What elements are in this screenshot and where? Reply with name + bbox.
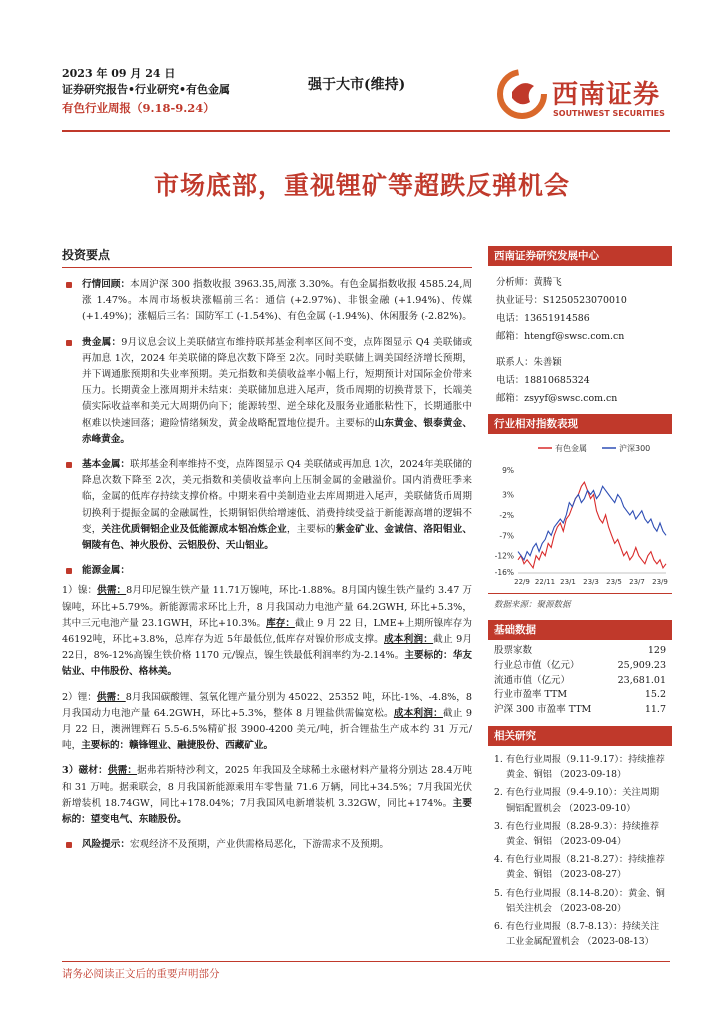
analyst-email[interactable]: 邮箱：htengf@swsc.com.cn <box>496 331 625 342</box>
analyst-cert: 执业证号：S1250523070010 <box>496 295 627 306</box>
list-text: 有色行业周报（8.14-8.20）：黄金、铜铝关注机会 （2023-08-20） <box>506 887 665 914</box>
risk-warning <box>62 837 472 853</box>
precious-stocks: 山东黄金、银泰黄金、赤峰黄金。 <box>82 417 473 445</box>
fund-value: 11.7 <box>644 704 666 716</box>
base-stocks: 紫金矿业、金诚信、洛阳钼业、铜陵有色、神火股份、云铝股份、天山铝业。 <box>82 523 473 552</box>
fund-label: 行业总市值（亿元） <box>494 659 580 671</box>
review-label: 行情回顾： <box>82 279 131 290</box>
table-row <box>488 703 672 718</box>
lithium-cost: 截止 9 月 22 日，澳洲锂辉石 5.5-6.5%精矿报 3900-4200 美元/吨，折合锂盐生产成本约 31 万元/吨， <box>62 707 473 752</box>
nickel-inventory: 截止 9 月 22 日，LME+上期所镍库存为 46192吨，环比+3.8%，总库存为近 5年最低位,低库存对镍价形成支撑。 <box>62 617 473 646</box>
table-row <box>488 688 672 703</box>
base-text2: ，主要标的 <box>286 523 336 535</box>
rating: 强于大市(维持) <box>308 77 406 93</box>
y-tick-label: -16% <box>494 568 514 577</box>
list-text: 有色行业周报（8.21-8.27）：持续推荐黄金、铜铝 （2023-08-27） <box>506 854 665 881</box>
base-text: 联邦基金利率维持不变，点阵图显示 Q4 美联储或再加息 1次，2024年美联储的降息次数下降至 2次，美元指数和美债收益率向上压制金属的金融溢价。国内消费旺季来临，金属的低库存持续支撑价格。中期来看中美制造业去库周期进入尾声，美联储货币周期切换利于提振金属的金融属性，长期铜铝供给增速低、消费持续受益于新能源高增的逻辑不变， <box>82 459 472 535</box>
magnet-label: 3）磁材： <box>62 765 108 777</box>
risk-label: 风险提示： <box>82 839 130 851</box>
magnet-paragraph <box>62 763 472 828</box>
x-tick-label: 23/1 <box>560 578 576 586</box>
nickel-cost: 截止 9月 22日，8%-12%高镍生铁价格 1170 元/镍点，镍生铁最低利润率约为-2.14%。 <box>62 634 472 662</box>
magnet-major-label: 主要标的： <box>62 797 472 826</box>
list-item[interactable] <box>494 752 668 782</box>
lithium-label: 2）锂： <box>62 691 97 703</box>
list-num: 4. <box>494 854 503 866</box>
list-num: 1. <box>494 753 503 765</box>
header-divider <box>62 130 670 132</box>
fund-label: 沪深 300 市盈率 TTM <box>494 704 592 716</box>
fund-value: 15.2 <box>644 689 666 701</box>
energy-label: 能源金属： <box>82 565 130 577</box>
lithium-major-label: 主要标的： <box>81 740 130 752</box>
x-tick-label: 23/5 <box>606 578 622 586</box>
nickel-supply-label: 供需： <box>97 585 127 597</box>
related-research-list <box>488 746 672 949</box>
list-text: 有色行业周报（8.28-9.3）：持续推荐黄金、铜铝 （2023-09-04） <box>506 820 660 847</box>
magnet-stocks: 望变电气、东睦股份。 <box>90 814 187 826</box>
lithium-paragraph <box>62 690 472 755</box>
analyst-phone: 电话：13651914586 <box>496 313 590 324</box>
list-num: 5. <box>494 887 503 899</box>
precious-label: 贵金属： <box>82 336 122 348</box>
fund-value: 25,909.23 <box>617 659 666 671</box>
fund-value: 129 <box>647 645 666 656</box>
related-header: 相关研究 <box>488 726 672 746</box>
market-review <box>62 277 472 326</box>
performance-header: 行业相对指数表现 <box>488 414 672 434</box>
base-focus: 关注优质铜铝企业及低能源成本铝冶炼企业 <box>101 523 287 535</box>
header <box>62 66 230 117</box>
base-metals <box>62 457 472 554</box>
nickel-label: 1）镍： <box>62 585 98 597</box>
report-date: 2023 年 09 月 24 日 <box>62 67 176 80</box>
lithium-supply: 8月我国碳酸锂、氢氧化锂产量分别为 45022、25352 吨，环比-1%、-4.8%，8 月我国动力电池产量 64.2GWH，环比+5.3%，整体 8 月锂盐供需偏宽松。 <box>62 691 473 719</box>
lithium-cost-label: 成本利润： <box>393 707 443 719</box>
contact-phone: 电话：18810685324 <box>496 375 590 386</box>
logo-cn-text: 西南证券 <box>552 80 661 110</box>
footer-disclaimer[interactable]: 请务必阅读正文后的重要声明部分 <box>62 968 220 980</box>
x-tick-label: 22/11 <box>534 578 556 586</box>
x-tick-label: 23/9 <box>652 578 668 586</box>
list-item[interactable] <box>494 819 668 849</box>
nickel-cost-label: 成本利润： <box>383 634 434 646</box>
analyst-name: 分析师：黄腾飞 <box>496 277 562 288</box>
y-tick-label: -7% <box>499 531 514 541</box>
energy-metals-heading <box>62 563 472 579</box>
fundamentals-header: 基础数据 <box>488 620 672 640</box>
fund-label: 流通市值（亿元） <box>494 674 571 686</box>
list-item[interactable] <box>494 919 668 949</box>
lithium-stocks: 赣锋锂业、融捷股份、西藏矿业。 <box>129 740 274 752</box>
analyst-info <box>488 266 672 414</box>
fund-label: 股票家数 <box>494 645 533 656</box>
lithium-supply-label: 供需： <box>96 691 126 703</box>
footer-divider <box>62 961 670 962</box>
base-label: 基本金属： <box>82 459 131 471</box>
investment-section <box>62 246 472 863</box>
list-num: 6. <box>494 921 503 933</box>
table-row <box>488 659 672 674</box>
list-item[interactable] <box>494 852 668 882</box>
x-tick-label: 23/3 <box>583 578 599 586</box>
table-row <box>488 674 672 689</box>
list-text: 有色行业周报（8.7-8.13）：持续关注工业金属配置机会 （2023-08-13） <box>506 921 660 948</box>
fund-value: 23,681.01 <box>617 674 666 686</box>
nickel-major-label: 主要标的： <box>404 650 453 662</box>
report-weekly: 有色行业周报（9.18-9.24） <box>62 101 215 115</box>
precious-metals <box>62 335 472 448</box>
page-title: 市场底部，重视锂矿等超跌反弹机会 <box>153 171 570 200</box>
magnet-supply: 据弗若斯特沙利文，2025 年我国及全球稀土永磁材料产量将分别达 28.4万吨和 31 万吨。据乘联会，8 月我国新能源乘用车零售量 71.6 万辆，同比+34.5%；7月我国光伏新增装机 18.74GW，同比+178.04%；7月我国风电新增装机 3.32GW，同比+174%。 <box>62 765 472 809</box>
legend-label: 有色金属 <box>555 444 587 453</box>
magnet-supply-label: 供需： <box>107 765 138 777</box>
investment-heading: 投资要点 <box>62 246 472 268</box>
nickel-inventory-label: 库存： <box>266 617 295 629</box>
contact-email[interactable]: 邮箱：zsyyf@swsc.com.cn <box>496 393 618 404</box>
y-tick-label: -2% <box>499 510 514 520</box>
list-item[interactable] <box>494 886 668 916</box>
review-text: 本周沪深 300 指数收报 3963.35,周涨 3.30%。有色金属指数收报 4585.24,周涨 1.47%。本周市场板块涨幅前三名：通信 (+2.97%)、非银金融 (+1.94%)、传媒 (+1.49%)；涨幅后三名：国防军工 (-1.54%)、有色金属 (-1.94%)、休闲服务 (-2.82%)。 <box>82 279 473 323</box>
logo-emblem-icon <box>496 68 548 120</box>
risk-text: 宏观经济不及预期，产业供需格局恶化，下游需求不及预期。 <box>129 839 389 851</box>
fundamentals-table <box>488 640 672 726</box>
list-text: 有色行业周报（9.11-9.17）：持续推荐黄金、铜铝 （2023-09-18） <box>506 753 665 781</box>
list-text: 有色行业周报（9.4-9.10）：关注周期铜铝配置机会 （2023-09-10） <box>506 787 660 814</box>
contact-name: 联系人：朱善颖 <box>496 357 562 368</box>
nickel-supply: 8月印尼镍生铁产量 11.71万镍吨，环比-1.88%。8月国内镍生铁产量约 3.47 万镍吨，环比+5.79%。新能源需求环比上升，8 月我国动力电池产量 64.2GWH, 环比+5.3%，其中三元电池产量 23.1GWH，环比+10.3%。 <box>62 585 473 629</box>
list-item[interactable] <box>494 785 668 815</box>
table-row <box>488 644 672 659</box>
x-tick-label: 22/9 <box>514 578 530 586</box>
report-type: 证券研究报告•行业研究•有色金属 <box>62 83 231 96</box>
performance-chart-svg <box>488 434 672 594</box>
performance-chart <box>488 434 672 594</box>
nickel-paragraph <box>62 583 472 680</box>
fund-label: 行业市盈率 TTM <box>494 689 568 701</box>
legend-label: 沪深300 <box>619 444 651 453</box>
x-tick-label: 23/7 <box>629 578 645 586</box>
precious-text: 9月议息会议上美联储宣布维持联邦基金利率区间不变，点阵图显示 Q4 美联储或再加息 1次，2024 年美联储的降息次数下降至 2次。同时美联储上调美国经济增长预期，并下调通胀预期和失业率预期。美元指数和美债收益率小幅上行，短期预计对国际金价带来压力。长期黄金上涨周期并未结束：美联储加息进入尾声，货币周期的切换背景下，长端美债实际收益率和美元大周期仍向下；能源转型、逆全球化及服务业通胀粘性下，长期通胀中枢难以快速回落；避险情绪频发，黄金战略配置地位提升。主要标的 <box>82 336 473 429</box>
list-num: 2. <box>494 787 503 799</box>
company-logo <box>496 66 676 122</box>
series-line <box>518 482 666 568</box>
logo-en-text: SOUTHWEST SECURITIES <box>553 109 665 118</box>
list-num: 3. <box>494 820 503 832</box>
y-tick-label: -12% <box>494 551 514 561</box>
research-center-header: 西南证券研究发展中心 <box>488 246 672 266</box>
y-tick-label: 3% <box>502 490 514 500</box>
nickel-stocks: 华友钴业、中伟股份、格林美。 <box>62 650 472 678</box>
chart-source: 数据来源：聚源数据 <box>494 600 571 610</box>
sidebar <box>488 246 672 952</box>
y-tick-label: 9% <box>502 466 514 475</box>
